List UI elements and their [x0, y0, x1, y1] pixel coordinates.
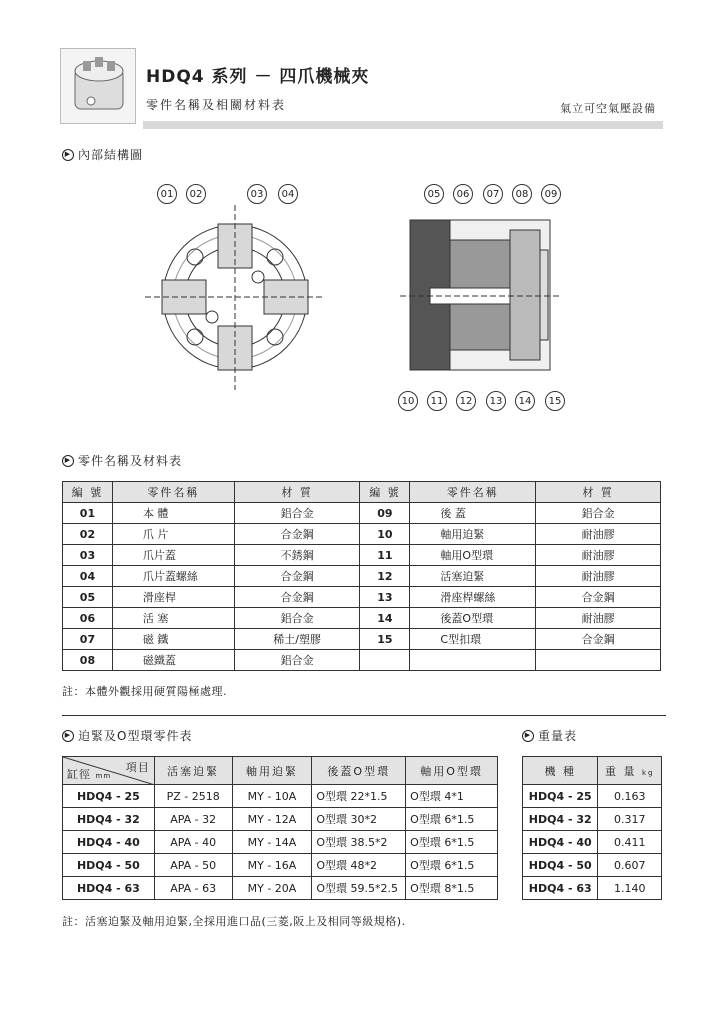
table-row [63, 650, 661, 671]
header-weight-unit: kg [641, 768, 655, 777]
callout-label: 13 [486, 391, 506, 411]
table-row [63, 587, 661, 608]
table-cell: 0.163 [598, 785, 662, 808]
section-parts-heading [62, 452, 182, 469]
callout-label: 05 [424, 184, 444, 204]
header-no: 編 號 [360, 482, 410, 503]
table-cell [410, 650, 536, 671]
table-cell: O型環 59.5*2.5 [312, 877, 406, 900]
table-cell: 05 [63, 587, 113, 608]
header-cover-oring: 後蓋O型環 [312, 757, 406, 785]
table-cell: 軸用迫緊 [410, 524, 536, 545]
callout-label: 01 [157, 184, 177, 204]
header-item-label: 項目 [125, 761, 150, 774]
table-cell: 0.317 [598, 808, 662, 831]
callout-label: 11 [427, 391, 447, 411]
table-cell: HDQ4 - 25 [63, 785, 155, 808]
table-cell: 11 [360, 545, 410, 566]
table-cell: 後 蓋 [410, 503, 536, 524]
table-cell: 12 [360, 566, 410, 587]
bullet-arrow-icon: ▶ [62, 149, 74, 161]
table-cell: O型環 6*1.5 [406, 854, 498, 877]
section-internal-title: 內部結構圖 [78, 148, 144, 162]
page-subtitle: 零件名稱及相關材料表 [146, 98, 287, 112]
bullet-arrow-icon: ▶ [522, 730, 534, 742]
table-row [63, 854, 498, 877]
table-cell: HDQ4 - 40 [63, 831, 155, 854]
table-cell: 0.607 [598, 854, 662, 877]
table-row [63, 545, 661, 566]
section-parts-title: 零件名稱及材料表 [78, 454, 183, 468]
header-material: 材 質 [536, 482, 661, 503]
table-cell: APA - 50 [154, 854, 232, 877]
table-row [523, 785, 662, 808]
table-cell: 軸用O型環 [410, 545, 536, 566]
header-unit-text: mm [95, 772, 112, 780]
header-weight-text: 重 量 [604, 764, 637, 778]
table-row [63, 877, 498, 900]
table-cell: C型扣環 [410, 629, 536, 650]
callout-label: 07 [483, 184, 503, 204]
table-cell: 滑座桿 [112, 587, 234, 608]
table-cell: 活塞迫緊 [410, 566, 536, 587]
note-seals: 註：活塞迫緊及軸用迫緊,全採用進口品(三菱,阪上及相同等級規格). [62, 915, 406, 928]
table-cell: 07 [63, 629, 113, 650]
header-rod-seal: 軸用迫緊 [232, 757, 312, 785]
table-cell: 08 [63, 650, 113, 671]
table-cell: 爪 片 [112, 524, 234, 545]
table-cell: 耐油膠 [536, 566, 661, 587]
parts-table-header [63, 482, 661, 503]
table-cell: HDQ4 - 63 [63, 877, 155, 900]
table-cell: 爪片蓋螺絲 [112, 566, 234, 587]
company-name: 氣立可空氣壓設備 [560, 102, 656, 115]
table-cell: MY - 16A [232, 854, 312, 877]
callout-label: 02 [186, 184, 206, 204]
table-cell: APA - 32 [154, 808, 232, 831]
table-cell: 01 [63, 503, 113, 524]
table-cell: 1.140 [598, 877, 662, 900]
header-part-name: 零件名稱 [410, 482, 536, 503]
section-view [400, 220, 560, 370]
table-row [523, 877, 662, 900]
table-row [63, 608, 661, 629]
table-cell: 滑座桿螺絲 [410, 587, 536, 608]
callout-label: 15 [545, 391, 565, 411]
table-cell: 合金鋼 [536, 629, 661, 650]
table-cell: 磁鐵蓋 [112, 650, 234, 671]
header-piston-seal: 活塞迫緊 [154, 757, 232, 785]
header-part-name: 零件名稱 [112, 482, 234, 503]
parts-table [62, 481, 661, 671]
internal-structure-diagram [140, 180, 580, 410]
callout-label: 10 [398, 391, 418, 411]
bullet-arrow-icon: ▶ [62, 730, 74, 742]
header-weight [598, 757, 662, 785]
table-cell: HDQ4 - 40 [523, 831, 598, 854]
table-cell: 鋁合金 [234, 650, 360, 671]
section-seal-heading [62, 727, 192, 744]
table-cell: O型環 22*1.5 [312, 785, 406, 808]
table-cell: 爪片蓋 [112, 545, 234, 566]
table-row [63, 831, 498, 854]
callout-label: 09 [541, 184, 561, 204]
table-cell: MY - 20A [232, 877, 312, 900]
table-cell: 13 [360, 587, 410, 608]
table-cell: 03 [63, 545, 113, 566]
header-rod-oring: 軸用O型環 [406, 757, 498, 785]
table-row [63, 785, 498, 808]
table-cell: 本 體 [112, 503, 234, 524]
callout-label: 14 [515, 391, 535, 411]
table-cell: 磁 鐵 [112, 629, 234, 650]
table-cell: 10 [360, 524, 410, 545]
table-row [523, 831, 662, 854]
table-cell: 耐油膠 [536, 545, 661, 566]
weight-table-header [523, 757, 662, 785]
callout-label: 08 [512, 184, 532, 204]
table-cell: 不銹鋼 [234, 545, 360, 566]
header-bore-item [63, 757, 155, 785]
table-cell: O型環 8*1.5 [406, 877, 498, 900]
table-cell: O型環 6*1.5 [406, 808, 498, 831]
header-bore-label [67, 766, 111, 782]
table-cell: 15 [360, 629, 410, 650]
table-row [63, 524, 661, 545]
section-seal-title: 迫緊及O型環零件表 [78, 729, 193, 743]
table-row [523, 808, 662, 831]
table-cell: APA - 63 [154, 877, 232, 900]
table-row [63, 629, 661, 650]
table-cell: HDQ4 - 63 [523, 877, 598, 900]
table-cell [536, 650, 661, 671]
table-row [523, 854, 662, 877]
table-cell: MY - 12A [232, 808, 312, 831]
table-cell: 合金鋼 [234, 524, 360, 545]
table-cell: O型環 6*1.5 [406, 831, 498, 854]
table-cell: 鋁合金 [234, 503, 360, 524]
table-cell: 稀土/塑膠 [234, 629, 360, 650]
table-cell: O型環 4*1 [406, 785, 498, 808]
note-anodize: 註：本體外觀採用硬質陽極處理. [62, 685, 227, 698]
table-cell: 鋁合金 [536, 503, 661, 524]
table-cell: 0.411 [598, 831, 662, 854]
table-cell: APA - 40 [154, 831, 232, 854]
header-material: 材 質 [234, 482, 360, 503]
table-cell: 06 [63, 608, 113, 629]
callout-label: 06 [453, 184, 473, 204]
section-weight-title: 重量表 [538, 729, 578, 743]
table-cell: 04 [63, 566, 113, 587]
table-cell: HDQ4 - 32 [63, 808, 155, 831]
weight-table [522, 756, 662, 900]
table-cell: HDQ4 - 25 [523, 785, 598, 808]
table-cell: 09 [360, 503, 410, 524]
section-weight-heading [522, 727, 577, 744]
bullet-arrow-icon: ▶ [62, 455, 74, 467]
table-cell: 合金鋼 [234, 587, 360, 608]
table-cell: O型環 30*2 [312, 808, 406, 831]
table-cell: MY - 14A [232, 831, 312, 854]
section-divider [62, 715, 666, 716]
table-cell: 耐油膠 [536, 608, 661, 629]
table-row [63, 808, 498, 831]
table-cell: MY - 10A [232, 785, 312, 808]
seal-table [62, 756, 498, 900]
table-cell: PZ - 2518 [154, 785, 232, 808]
table-cell: O型環 38.5*2 [312, 831, 406, 854]
table-cell: 14 [360, 608, 410, 629]
front-view [145, 205, 325, 390]
table-cell [360, 650, 410, 671]
table-row [63, 503, 661, 524]
table-row [63, 566, 661, 587]
table-cell: 後蓋O型環 [410, 608, 536, 629]
table-cell: 鋁合金 [234, 608, 360, 629]
table-cell: O型環 48*2 [312, 854, 406, 877]
table-cell: 耐油膠 [536, 524, 661, 545]
callout-label: 03 [247, 184, 267, 204]
table-cell: HDQ4 - 32 [523, 808, 598, 831]
table-cell: 合金鋼 [234, 566, 360, 587]
callout-label: 12 [456, 391, 476, 411]
header-bore-text: 缸徑 [67, 768, 91, 781]
product-thumbnail [60, 48, 136, 124]
seal-table-header [63, 757, 498, 785]
table-cell: 02 [63, 524, 113, 545]
header-model: 機 種 [523, 757, 598, 785]
page-title: HDQ4 系列 － 四爪機械夾 [146, 67, 370, 87]
header-no: 編 號 [63, 482, 113, 503]
table-cell: HDQ4 - 50 [63, 854, 155, 877]
callout-label: 04 [278, 184, 298, 204]
section-internal-heading [62, 146, 143, 163]
table-cell: HDQ4 - 50 [523, 854, 598, 877]
table-cell: 活 塞 [112, 608, 234, 629]
header-divider [143, 121, 663, 129]
table-cell: 合金鋼 [536, 587, 661, 608]
